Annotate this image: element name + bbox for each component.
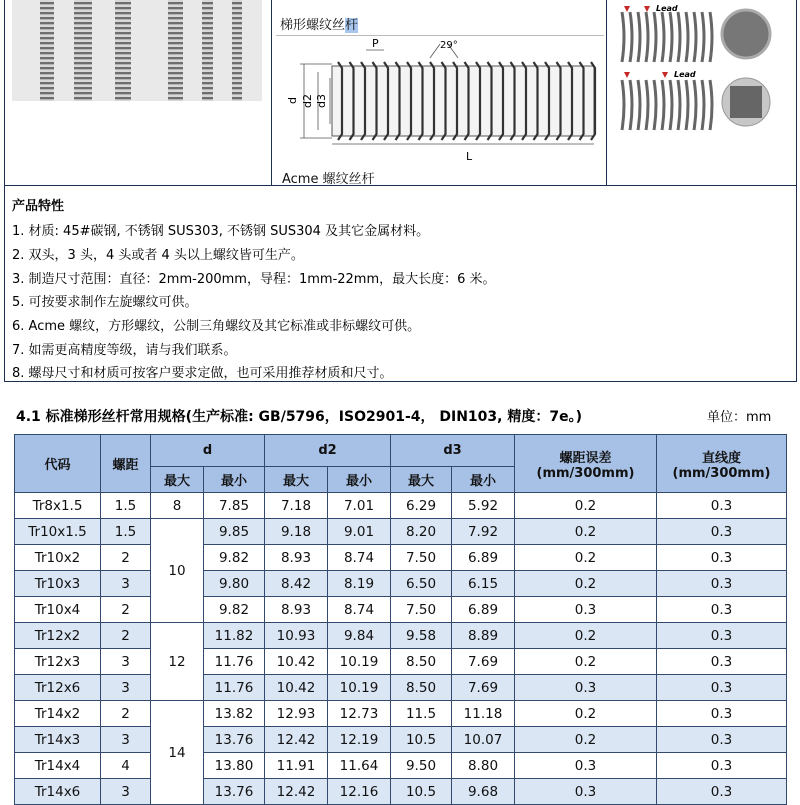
cell-straightness: 0.3 — [657, 675, 787, 701]
cell-code: Tr10x3 — [15, 571, 101, 597]
cell-d3-max: 8.50 — [391, 649, 452, 675]
cell-d2-max: 10.42 — [265, 675, 328, 701]
cell-d3-max: 6.29 — [391, 493, 452, 519]
cell-d2-min: 9.84 — [328, 623, 391, 649]
feature-item: 7. 如需更高精度等级，请与我们联系。 — [12, 343, 237, 358]
table-row — [15, 493, 787, 519]
cell-straightness: 0.3 — [657, 545, 787, 571]
cell-straightness: 0.3 — [657, 571, 787, 597]
cell-d3-min: 10.07 — [452, 727, 515, 753]
cell-d3-max: 6.50 — [391, 571, 452, 597]
cell-pitch-error: 0.3 — [515, 779, 657, 805]
cell-d2-max: 7.18 — [265, 493, 328, 519]
dim-d3-label: d3 — [315, 94, 328, 108]
cell-straightness: 0.3 — [657, 753, 787, 779]
cell-pitch-error: 0.2 — [515, 701, 657, 727]
cell-d2-min: 12.16 — [328, 779, 391, 805]
header-pitch: 螺距 — [101, 435, 151, 493]
cell-d2-max: 8.93 — [265, 545, 328, 571]
cell-d3-min: 7.92 — [452, 519, 515, 545]
cell-d3-max: 8.50 — [391, 675, 452, 701]
cell-pitch-error: 0.3 — [515, 753, 657, 779]
cell-code: Tr12x2 — [15, 623, 101, 649]
cell-pitch: 1.5 — [101, 493, 151, 519]
header-d3-min: 最小 — [452, 467, 515, 493]
cell-code: Tr8x1.5 — [15, 493, 101, 519]
spec-table — [14, 434, 787, 805]
cell-d2-max: 12.93 — [265, 701, 328, 727]
cell-d2-min: 9.01 — [328, 519, 391, 545]
cell-d-min: 9.82 — [204, 597, 265, 623]
cell-d-max: 10 — [151, 519, 204, 623]
cell-code: Tr10x2 — [15, 545, 101, 571]
cell-d3-min: 9.68 — [452, 779, 515, 805]
cell-straightness: 0.3 — [657, 493, 787, 519]
feature-item: 2. 双头，3 头，4 头或者 4 头以上螺纹皆可生产。 — [12, 248, 304, 263]
header-d2: d2 — [265, 435, 391, 467]
feature-item: 3. 制造尺寸范围：直径：2mm-200mm，导程：1mm-22mm，最大长度：6 米。 — [12, 272, 496, 287]
table-row — [15, 545, 787, 571]
table-row — [15, 701, 787, 727]
header-d-max: 最大 — [151, 467, 204, 493]
cell-code: Tr12x6 — [15, 675, 101, 701]
cell-straightness: 0.3 — [657, 623, 787, 649]
cell-d3-max: 11.5 — [391, 701, 452, 727]
table-row — [15, 623, 787, 649]
dim-angle-label: 29° — [440, 40, 458, 51]
cell-d-max: 12 — [151, 623, 204, 701]
cell-pitch-error: 0.2 — [515, 545, 657, 571]
cell-pitch-error: 0.3 — [515, 675, 657, 701]
cell-pitch-error: 0.2 — [515, 649, 657, 675]
table-title: 4.1 标准梯形丝杆常用规格(生产标准: GB/5796，ISO2901-4， DIN103, 精度：7e。) — [16, 409, 582, 425]
cell-code: Tr10x1.5 — [15, 519, 101, 545]
cell-d2-min: 11.64 — [328, 753, 391, 779]
cell-d3-max: 7.50 — [391, 545, 452, 571]
cell-d-min: 7.85 — [204, 493, 265, 519]
dim-p-label: P — [372, 37, 379, 50]
feature-item: 5. 可按要求制作左旋螺纹可供。 — [12, 295, 198, 310]
cell-pitch: 3 — [101, 571, 151, 597]
cell-d2-min: 12.19 — [328, 727, 391, 753]
cell-pitch-error: 0.2 — [515, 493, 657, 519]
cell-pitch: 3 — [101, 675, 151, 701]
trapezoidal-diagram-title: 梯形螺纹丝杆 — [280, 18, 359, 33]
dim-d-label: d — [286, 97, 299, 104]
cell-d-min: 9.82 — [204, 545, 265, 571]
cell-pitch: 2 — [101, 701, 151, 727]
cell-d-max: 8 — [151, 493, 204, 519]
cell-d-min: 9.85 — [204, 519, 265, 545]
lead-label-top: Lead — [656, 4, 678, 13]
cell-d3-min: 6.89 — [452, 597, 515, 623]
header-d-min: 最小 — [204, 467, 265, 493]
features-heading: 产品特性 — [12, 199, 65, 214]
cell-d3-max: 10.5 — [391, 779, 452, 805]
cell-pitch: 3 — [101, 649, 151, 675]
cell-d-min: 11.76 — [204, 675, 265, 701]
cell-d2-max: 11.91 — [265, 753, 328, 779]
feature-item: 1. 材质: 45#碳钢, 不锈钢 SUS303, 不锈钢 SUS304 及其它金属材料。 — [12, 224, 430, 239]
cell-code: Tr14x3 — [15, 727, 101, 753]
cell-pitch-error: 0.2 — [515, 519, 657, 545]
cell-pitch-error: 0.2 — [515, 623, 657, 649]
cell-d2-max: 10.93 — [265, 623, 328, 649]
cell-code: Tr10x4 — [15, 597, 101, 623]
cell-d3-max: 10.5 — [391, 727, 452, 753]
cell-d3-min: 6.15 — [452, 571, 515, 597]
cell-d2-min: 8.19 — [328, 571, 391, 597]
cell-straightness: 0.3 — [657, 519, 787, 545]
header-pitch-error: 螺距误差 (mm/300mm) — [515, 435, 657, 493]
lead-illustration — [612, 0, 792, 140]
cell-pitch: 1.5 — [101, 519, 151, 545]
cell-code: Tr14x2 — [15, 701, 101, 727]
cell-d3-min: 11.18 — [452, 701, 515, 727]
cell-d-min: 13.80 — [204, 753, 265, 779]
cell-pitch-error: 0.2 — [515, 571, 657, 597]
cell-straightness: 0.3 — [657, 779, 787, 805]
header-code: 代码 — [15, 435, 101, 493]
cell-d2-min: 10.19 — [328, 649, 391, 675]
cell-pitch: 2 — [101, 545, 151, 571]
cell-d-min: 9.80 — [204, 571, 265, 597]
table-row — [15, 753, 787, 779]
table-row — [15, 727, 787, 753]
header-d2-min: 最小 — [328, 467, 391, 493]
cell-d2-min: 12.73 — [328, 701, 391, 727]
feature-item: 8. 螺母尺寸和材质可按客户要求定做，也可采用推荐材质和尺寸。 — [12, 366, 393, 381]
cell-d2-max: 12.42 — [265, 779, 328, 805]
cell-d-min: 13.76 — [204, 727, 265, 753]
cell-d2-min: 7.01 — [328, 493, 391, 519]
cell-d2-min: 8.74 — [328, 545, 391, 571]
cell-d3-max: 9.50 — [391, 753, 452, 779]
cell-d3-max: 8.20 — [391, 519, 452, 545]
cell-pitch: 2 — [101, 623, 151, 649]
header-d2-max: 最大 — [265, 467, 328, 493]
cell-d2-max: 8.42 — [265, 571, 328, 597]
header-d3: d3 — [391, 435, 515, 467]
table-row — [15, 571, 787, 597]
table-row — [15, 779, 787, 805]
cell-pitch-error: 0.2 — [515, 727, 657, 753]
table-row — [15, 519, 787, 545]
cell-d2-max: 8.93 — [265, 597, 328, 623]
cell-pitch-error: 0.3 — [515, 597, 657, 623]
cell-pitch: 3 — [101, 727, 151, 753]
cell-code: Tr14x4 — [15, 753, 101, 779]
cell-d2-min: 8.74 — [328, 597, 391, 623]
table-row — [15, 675, 787, 701]
cell-d3-min: 6.89 — [452, 545, 515, 571]
cell-pitch: 4 — [101, 753, 151, 779]
cell-d3-max: 7.50 — [391, 597, 452, 623]
cell-d3-max: 9.58 — [391, 623, 452, 649]
cell-d2-max: 10.42 — [265, 649, 328, 675]
cell-d3-min: 7.69 — [452, 649, 515, 675]
cell-d2-min: 10.19 — [328, 675, 391, 701]
cell-d3-min: 8.80 — [452, 753, 515, 779]
cell-code: Tr14x6 — [15, 779, 101, 805]
cell-code: Tr12x3 — [15, 649, 101, 675]
cell-straightness: 0.3 — [657, 701, 787, 727]
cell-straightness: 0.3 — [657, 649, 787, 675]
header-straightness: 直线度 (mm/300mm) — [657, 435, 787, 493]
table-row — [15, 649, 787, 675]
feature-item: 6. Acme 螺纹，方形螺纹，公制三角螺纹及其它标准或非标螺纹可供。 — [12, 319, 421, 334]
table-row — [15, 597, 787, 623]
cell-d3-min: 7.69 — [452, 675, 515, 701]
cell-pitch: 2 — [101, 597, 151, 623]
cell-d-max: 14 — [151, 701, 204, 805]
cell-d-min: 13.76 — [204, 779, 265, 805]
cell-straightness: 0.3 — [657, 597, 787, 623]
lead-label-bottom: Lead — [674, 70, 696, 79]
acme-caption: Acme 螺纹丝杆 — [282, 172, 375, 187]
unit-label: 单位：mm — [707, 410, 772, 425]
header-d: d — [151, 435, 265, 467]
cell-d2-max: 12.42 — [265, 727, 328, 753]
dim-l-label: L — [466, 150, 473, 163]
cell-d-min: 13.82 — [204, 701, 265, 727]
lead-screw-photo — [12, 0, 262, 101]
cell-d3-min: 8.89 — [452, 623, 515, 649]
cell-straightness: 0.3 — [657, 727, 787, 753]
thread-dimension-diagram — [280, 36, 604, 164]
cell-d-min: 11.82 — [204, 623, 265, 649]
dim-d2-label: d2 — [301, 94, 314, 108]
cell-pitch: 3 — [101, 779, 151, 805]
cell-d3-min: 5.92 — [452, 493, 515, 519]
header-d3-max: 最大 — [391, 467, 452, 493]
cell-d-min: 11.76 — [204, 649, 265, 675]
cell-d2-max: 9.18 — [265, 519, 328, 545]
